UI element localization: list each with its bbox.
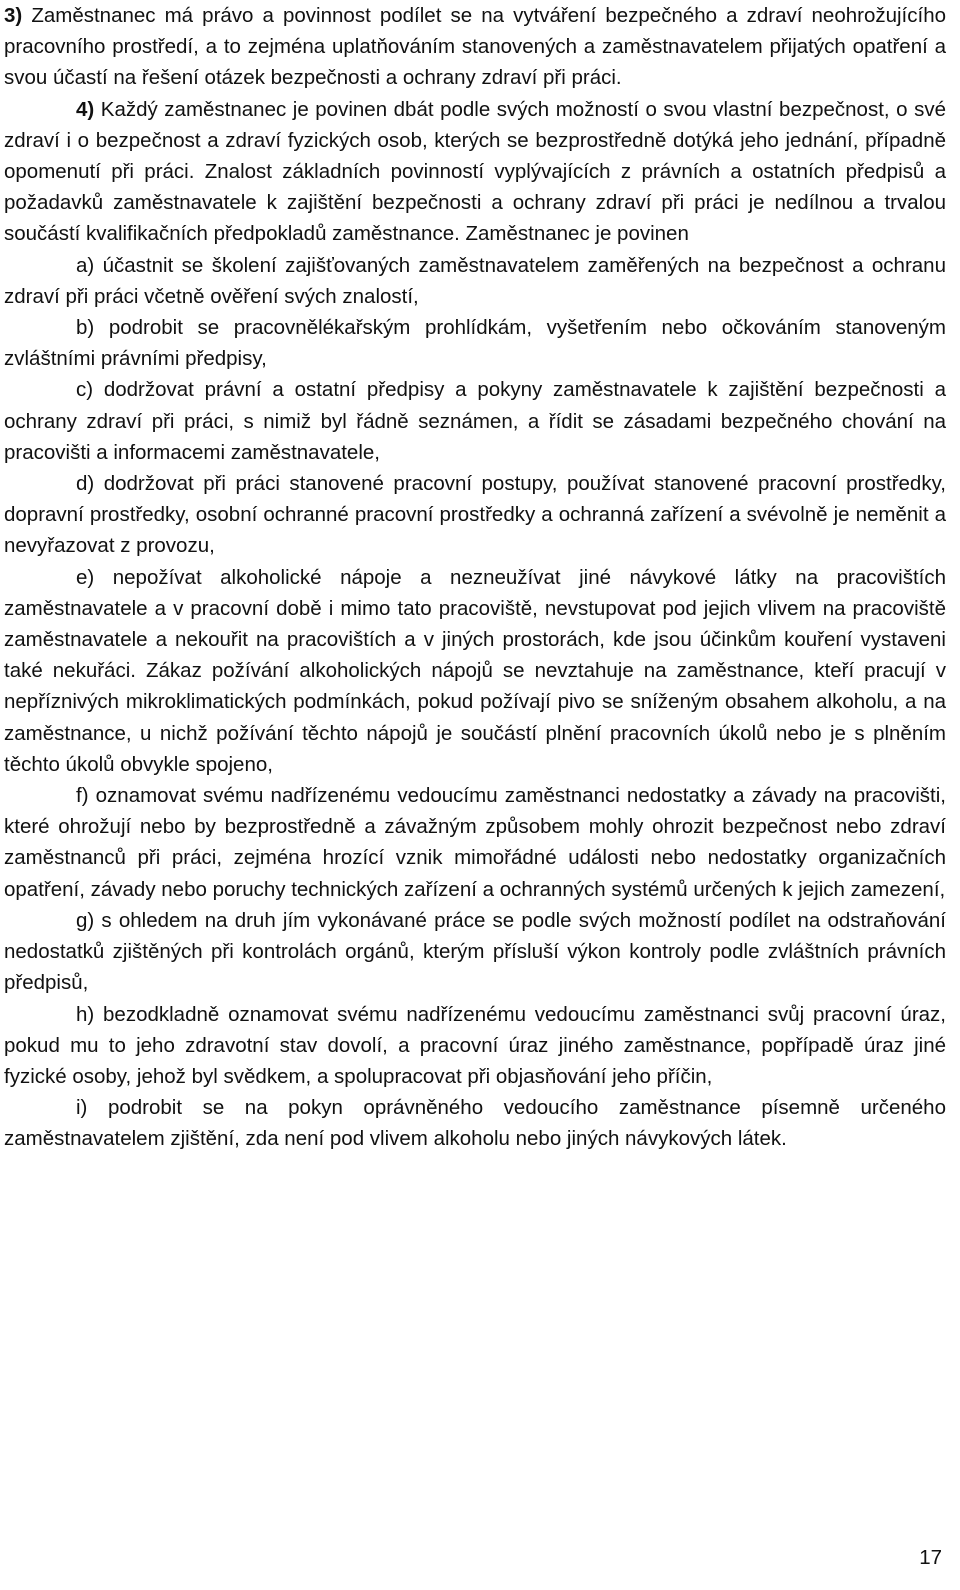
- section-3-text: Zaměstnanec má právo a povinnost podílet se na vytváření bezpečného a zdraví neohrožujícího pracovního prostředí, a to zejména uplatňováním stanovených a zaměstnavatelem přijatých opatření a svou účastí na řešení otázek bezpečnosti a ochrany zdraví při práci.: [4, 4, 946, 90]
- list-item-h: h) bezodkladně oznamovat svému nadřízenému vedoucímu zaměstnanci svůj pracovní úraz, pokud mu to jeho zdravotní stav dovolí, a pracovní úraz jiného zaměstnance, popřípadě úraz jiné fyzické osoby, jehož byl svědkem, a spolupracovat při objasňování jeho příčin,: [4, 1002, 946, 1088]
- section-number-4: 4): [76, 97, 95, 121]
- paragraph-section-3: [4, 0, 946, 94]
- document-page: [4, 0, 946, 1155]
- list-item-d: d) dodržovat při práci stanovené pracovní postupy, používat stanovené pracovní prostředky, dopravní prostředky, osobní ochranné pracovní prostředky a ochranná zařízení a svévolně je neměnit a nevyřazovat z provozu,: [4, 472, 946, 558]
- list-item-a: a) účastnit se školení zajišťovaných zaměstnavatelem zaměřených na bezpečnost a ochranu zdraví při práci včetně ověření svých znalostí,: [4, 253, 946, 308]
- list-item-b: b) podrobit se pracovnělékařským prohlídkám, vyšetřením nebo očkováním stanoveným zvláštními právními předpisy,: [4, 316, 946, 371]
- list-item-g: g) s ohledem na druh jím vykonávané práce se podle svých možností podílet na odstraňování nedostatků zjištěných při kontrolách orgánů, kterým přísluší výkon kontroly podle zvláštních právních předpisů,: [4, 908, 946, 995]
- section-4-text: Každý zaměstnanec je povinen dbát podle svých možností o svou vlastní bezpečnost, o své zdraví i o bezpečnost a zdraví fyzických osob, kterých se bezprostředně dotýká jeho jednání, případně opomenutí při práci. Znalost základních povinností vyplývajících z právních a ostatních předpisů a požadavků zaměstnavatele k zajištění bezpečnosti a ochrany zdraví při práci je nedílnou a trvalou součástí kvalifikačních předpokladů zaměstnance. Zaměstnanec je povinen: [4, 97, 946, 246]
- list-item-i: i) podrobit se na pokyn oprávněného vedoucího zaměstnance písemně určeného zaměstnavatelem zjištění, zda není pod vlivem alkoholu nebo jiných návykových látek.: [4, 1096, 946, 1151]
- section-number-3: 3): [4, 4, 23, 27]
- page-number: 17: [919, 1546, 942, 1569]
- list-item-c: c) dodržovat právní a ostatní předpisy a pokyny zaměstnavatele k zajištění bezpečnosti a ochrany zdraví při práci, s nimiž byl řádně seznámen, a řídit se zásadami bezpečného chování na pracovišti a informacemi zaměstnavatele,: [4, 378, 946, 464]
- list-item-e: e) nepožívat alkoholické nápoje a nezneužívat jiné návykové látky na pracovištích zaměstnavatele a v pracovní době i mimo tato pracoviště, nevstupovat pod jejich vlivem na pracoviště zaměstnavatele a nekouřit na pracovištích a v jiných prostorách, kde jsou účinkům kouření vystaveni také nekuřáci. Zákaz požívání alkoholických nápojů se nevztahuje na zaměstnance, kteří pracují v nepříznivých mikroklimatických podmínkách, pokud požívají pivo se sníženým obsahem alkoholu, a na zaměstnance, u nichž požívání těchto nápojů je součástí plnění pracovních úkolů nebo je s plněním těchto úkolů obvykle spojeno,: [4, 565, 946, 776]
- list-item-f: f) oznamovat svému nadřízenému vedoucímu zaměstnanci nedostatky a závady na pracovišti, které ohrožují nebo by bezprostředně a závažným způsobem mohly ohrozit bezpečnost nebo zdraví zaměstnanců při práci, zejména hrozící vznik mimořádné události nebo nedostatky organizačních opatření, závady nebo poruchy technických zařízení a ochranných systémů určených k jejich zamezení,: [4, 784, 946, 901]
- paragraph-section-4: [4, 94, 946, 250]
